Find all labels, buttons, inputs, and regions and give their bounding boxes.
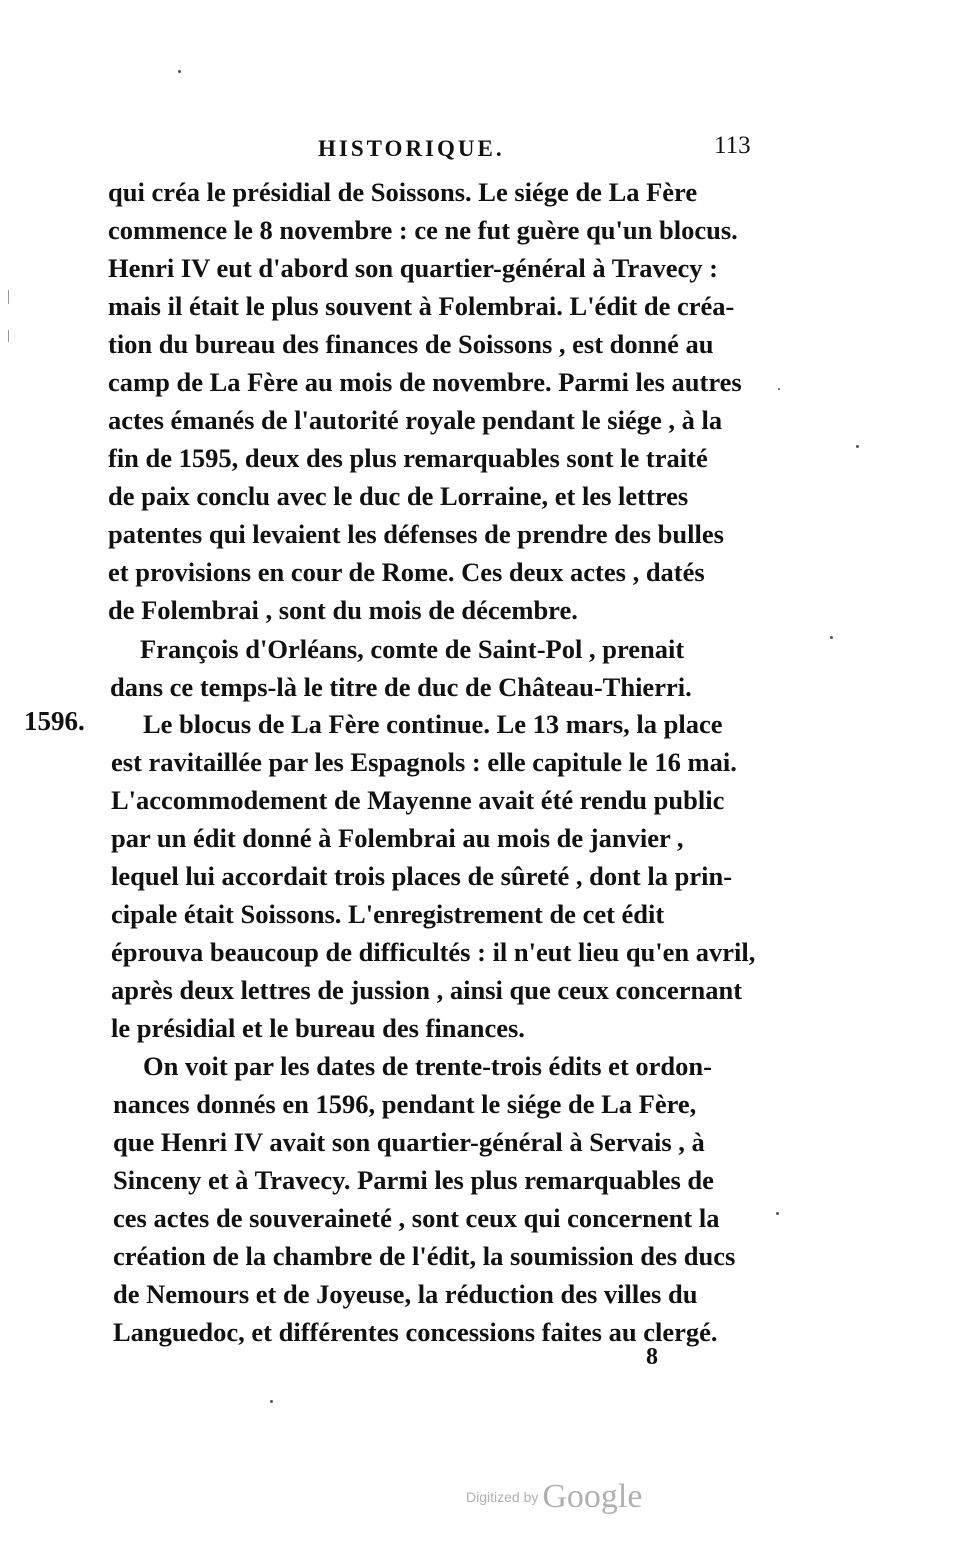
text-line: ces actes de souveraineté , sont ceux qui concernent la <box>113 1203 720 1233</box>
text-line: Languedoc, et différentes concessions faites au clergé. <box>113 1317 718 1347</box>
text-line: que Henri IV avait son quartier-général à Servais , à <box>113 1127 705 1157</box>
text-line: cipale était Soissons. L'enregistrement de cet édit <box>111 899 665 929</box>
text-line: patentes qui levaient les défenses de prendre des bulles <box>108 519 724 549</box>
text-line: le présidial et le bureau des finances. <box>111 1013 525 1043</box>
text-line: tion du bureau des finances de Soissons , est donné au <box>108 329 714 359</box>
text-line: Henri IV eut d'abord son quartier-général à Travecy : <box>108 253 718 283</box>
scan-mark <box>8 290 9 304</box>
page-number: 113 <box>714 132 751 159</box>
text-line: de Folembrai , sont du mois de décembre. <box>108 595 578 625</box>
text-line: camp de La Fère au mois de novembre. Parmi les autres <box>108 367 742 397</box>
text-line: actes émanés de l'autorité royale pendant le siége , à la <box>108 405 723 435</box>
text-line: éprouva beaucoup de difficultés : il n'eut lieu qu'en avril, <box>111 937 756 967</box>
scan-speck <box>776 1212 779 1215</box>
text-line: création de la chambre de l'édit, la soumission des ducs <box>113 1241 736 1271</box>
text-line: par un édit donné à Folembrai au mois de janvier , <box>111 823 684 853</box>
text-line: est ravitaillée par les Espagnols : elle capitule le 16 mai. <box>111 747 737 777</box>
text-line: qui créa le présidial de Soissons. Le siége de La Fère <box>108 177 698 207</box>
text-line: Sinceny et à Travecy. Parmi les plus remarquables de <box>113 1165 714 1195</box>
signature-mark: 8 <box>646 1344 658 1370</box>
text-line: commence le 8 novembre : ce ne fut guère qu'un blocus. <box>108 215 738 245</box>
watermark-brand: Google <box>542 1478 643 1515</box>
text-line: nances donnés en 1596, pendant le siége de La Fère, <box>113 1089 697 1119</box>
scan-speck <box>830 636 833 639</box>
scan-mark <box>8 330 9 342</box>
text-line: lequel lui accordait trois places de sûreté , dont la prin- <box>111 861 733 891</box>
text-line: fin de 1595, deux des plus remarquables sont le traité <box>108 443 708 473</box>
text-line: et provisions en cour de Rome. Ces deux actes , datés <box>108 557 705 587</box>
scan-speck <box>778 388 780 390</box>
text-line: On voit par les dates de trente-trois édits et ordon- <box>143 1051 712 1081</box>
text-line: Le blocus de La Fère continue. Le 13 mars, la place <box>143 709 723 739</box>
digitized-watermark <box>466 1478 642 1516</box>
scan-speck <box>270 1400 273 1403</box>
scan-speck <box>856 445 859 448</box>
margin-year-note: 1596. <box>24 706 85 736</box>
watermark-prefix: Digitized by <box>466 1489 539 1505</box>
text-line: après deux lettres de jussion , ainsi que ceux concernant <box>111 975 743 1005</box>
text-line: de paix conclu avec le duc de Lorraine, et les lettres <box>108 481 689 511</box>
scan-speck <box>178 70 181 73</box>
text-line: dans ce temps-là le titre de duc de Château-Thierri. <box>110 672 692 702</box>
text-line: L'accommodement de Mayenne avait été rendu public <box>111 785 725 815</box>
page-header-title: HISTORIQUE. <box>318 136 505 161</box>
text-line: de Nemours et de Joyeuse, la réduction des villes du <box>113 1279 698 1309</box>
text-line: mais il était le plus souvent à Folembrai. L'édit de créa- <box>108 291 735 321</box>
text-line: François d'Orléans, comte de Saint-Pol , prenait <box>140 634 685 664</box>
